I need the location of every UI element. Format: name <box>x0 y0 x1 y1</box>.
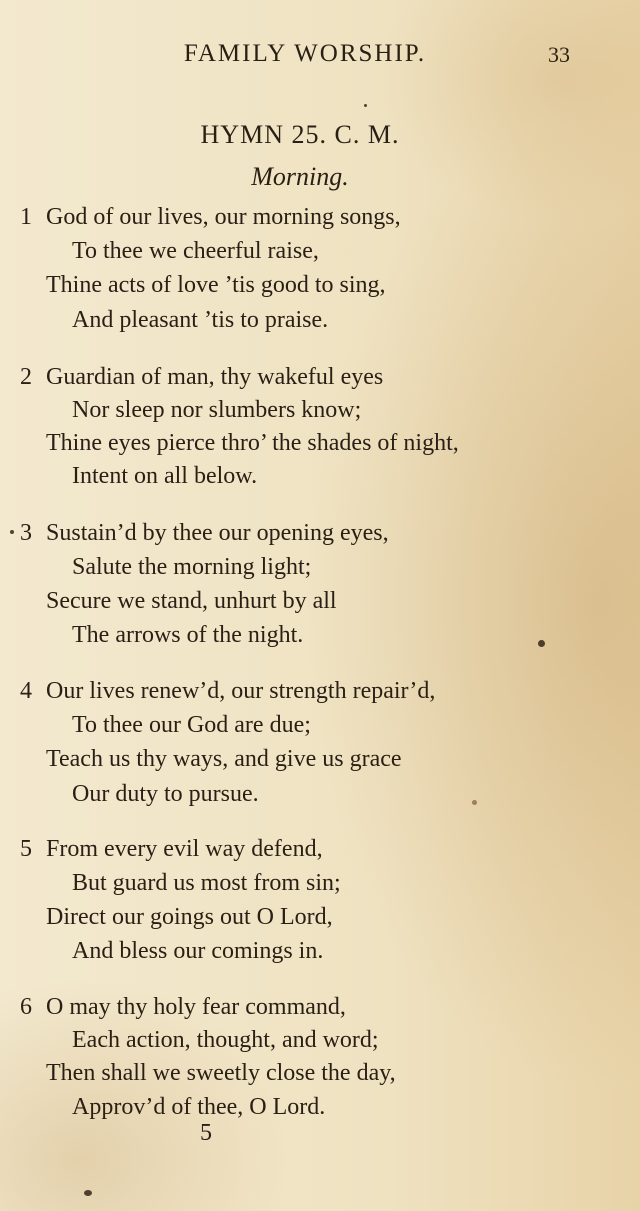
verse-line: Approv’d of thee, O Lord. <box>72 1094 326 1120</box>
verse-line: Our lives renew’d, our strength repair’d, <box>46 678 436 704</box>
verse-line: God of our lives, our morning songs, <box>46 204 401 230</box>
ink-speck <box>538 640 545 647</box>
ink-speck <box>472 800 477 805</box>
verse-line: Thine eyes pierce thro’ the shades of night, <box>46 430 459 456</box>
verse-line: Sustain’d by thee our opening eyes, <box>46 520 389 546</box>
verse-line: O may thy holy fear command, <box>46 994 346 1020</box>
verse-line: Teach us thy ways, and give us grace <box>46 746 402 772</box>
verse-line: To thee our God are due; <box>72 712 311 738</box>
verse-line: Guardian of man, thy wakeful eyes <box>46 364 384 390</box>
verse-line: Our duty to pursue. <box>72 781 259 807</box>
hymn-heading: HYMN 25. C. M. <box>200 120 400 149</box>
verse-line: And bless our comings in. <box>72 938 324 964</box>
running-header: FAMILY WORSHIP. <box>183 40 427 67</box>
verse-line: From every evil way defend, <box>46 836 323 862</box>
verse-line: Direct our goings out O Lord, <box>46 904 333 930</box>
verse-line: Thine acts of love ’tis good to sing, <box>46 272 386 298</box>
verse-line: The arrows of the night. <box>72 622 304 648</box>
signature-mark: 5 <box>200 1120 212 1146</box>
stanza-number: 3 <box>20 520 32 546</box>
stanza-number: 1 <box>20 204 32 230</box>
verse-line: Then shall we sweetly close the day, <box>46 1060 396 1086</box>
verse-line: Nor sleep nor slumbers know; <box>72 397 362 423</box>
verse-line: To thee we cheerful raise, <box>72 238 319 264</box>
ink-speck <box>10 530 14 534</box>
verse-line: Salute the morning light; <box>72 554 312 580</box>
verse-line: Intent on all below. <box>72 463 258 489</box>
stanza-number: 2 <box>20 364 32 390</box>
verse-line: Secure we stand, unhurt by all <box>46 588 337 614</box>
verse-line: Each action, thought, and word; <box>72 1027 379 1053</box>
verse-line: But guard us most from sin; <box>72 870 341 896</box>
stanza-number: 5 <box>20 836 32 862</box>
hymn-subtitle: Morning. <box>251 162 349 191</box>
ink-speck <box>364 104 367 107</box>
stanza-number: 6 <box>20 994 32 1020</box>
stanza-number: 4 <box>20 678 32 704</box>
ink-speck <box>84 1190 92 1196</box>
page-number: 33 <box>548 42 570 67</box>
verse-line: And pleasant ’tis to praise. <box>72 307 329 333</box>
